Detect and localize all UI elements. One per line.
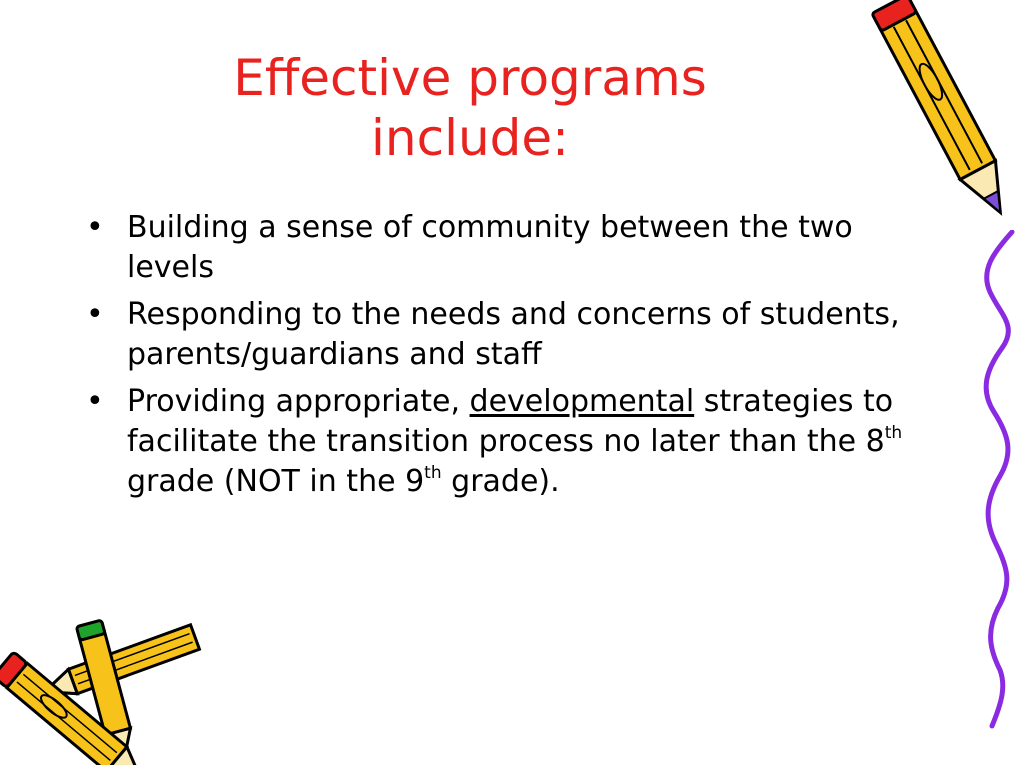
superscript: th <box>424 463 442 483</box>
bullet-marker: • <box>86 210 104 245</box>
bullet-marker: • <box>86 384 104 419</box>
list-item <box>84 295 934 375</box>
crossed-pencils-icon <box>0 615 210 765</box>
bullet-text-part: strategies to facilitate the transition process no later than the 8 <box>127 384 894 459</box>
bullet-text: Building a sense of community between the two levels <box>127 210 853 285</box>
title-line-1: Effective programs <box>233 49 707 107</box>
bullet-text-part: grade). <box>441 464 560 499</box>
slide-title <box>120 48 820 168</box>
bullet-marker: • <box>86 297 104 332</box>
bullet-text: Responding to the needs and concerns of students, parents/guardians and staff <box>127 297 900 372</box>
purple-scribble-line <box>960 230 1024 730</box>
underlined-word: developmental <box>469 384 695 419</box>
bullet-text-part: Providing appropriate, <box>127 384 470 419</box>
title-line-2: include: <box>371 109 569 167</box>
superscript: th <box>884 423 903 443</box>
bullet-list <box>84 208 934 509</box>
list-item <box>84 382 934 502</box>
bullet-text-part: grade (NOT in the 9 <box>127 464 425 499</box>
list-item <box>84 208 934 288</box>
pencil-icon <box>860 0 1020 242</box>
